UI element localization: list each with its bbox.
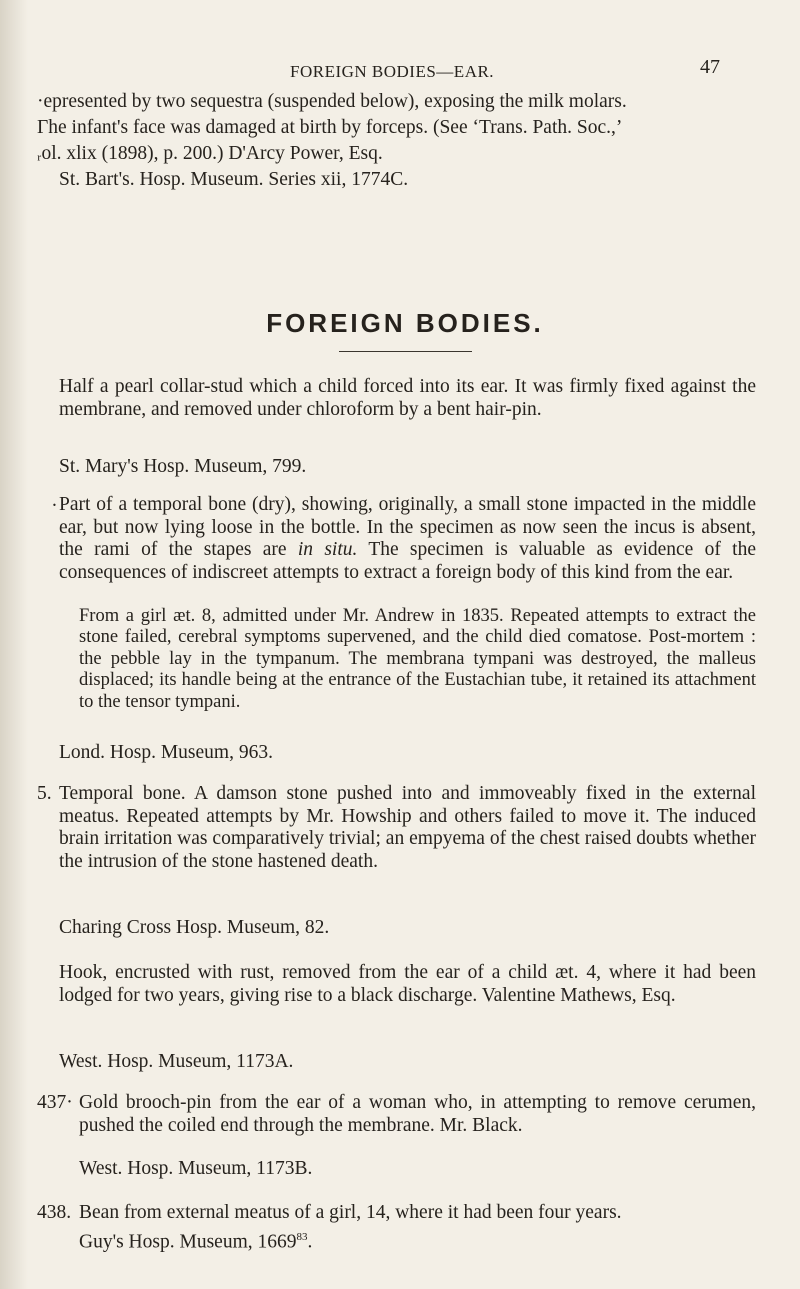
entry-3-text: Temporal bone. A damson stone pushed into and immoveably fixed in the external meatus. Repeated attempts by Mr. Howship and others failed to move it. The induced brain irritation was comparatively trivial; an empyema of the chest raised doubts whether the intrusion of the stone hastened death. [59,783,756,873]
section-heading: FOREIGN BODIES. [266,308,544,338]
intro-line-4: St. Bart's. Hosp. Museum. Series xii, 1774C. [59,169,409,190]
heading-rule [339,351,472,352]
entry-2-text [59,494,756,585]
entry-2-text-a: Part of a temporal bone (dry), showing, originally, a small stone impacted in the middle ear, but now lying loose in the bottle. In the specimen as now seen the incus is absent, the rami of the stapes are [59,494,756,561]
page-number: 47 [700,56,720,78]
entry-5-text: Gold brooch-pin from the ear of a woman who, in attempting to remove cerumen, pushed the coiled end through the membrane. Mr. Black. [79,1092,756,1136]
entry-2-mark: . [52,490,57,511]
entry-1-text: Half a pearl collar-stud which a child forced into its ear. It was firmly fixed against the membrane, and removed under chloroform by a bent hair-pin. [59,376,756,420]
entry-6-text: Bean from external meatus of a girl, 14, where it had been four years. [79,1202,622,1223]
entry-4-source: West. Hosp. Museum, 1173A. [59,1051,294,1072]
entry-6-source-end: . [307,1231,313,1253]
entry-6-source-sup: 83 [296,1231,308,1243]
entry-6-source-main: Guy's Hosp. Museum, 1669 [79,1231,297,1253]
entry-2-case: From a girl æt. 8, admitted under Mr. Andrew in 1835. Repeated attempts to extract the stone failed, cerebral symptoms supervened, and the child died comatose. Post-mortem : the pebble lay in the tympanum. The membrana tympani was destroyed, the malleus displaced; its handle being at the entrance of the Eustachian tube, it retained its attachment to the tensor tympani. [79,606,756,712]
entry-3-number: 5. [37,783,52,804]
entry-3-source: Charing Cross Hosp. Museum, 82. [59,917,330,938]
entry-1-source: St. Mary's Hosp. Museum, 799. [59,456,307,477]
running-head [0,50,800,80]
intro-line-3: ᵣol. xlix (1898), p. 200.) D'Arcy Power, Esq. [37,143,383,164]
entry-5-source: West. Hosp. Museum, 1173B. [79,1158,313,1179]
running-head-title: FOREIGN BODIES—EAR. [290,62,495,81]
entry-6-number: 438. [37,1202,72,1223]
entry-2-text-b: The specimen is valuable as evidence of the consequences of indiscreet attempts to extract a foreign body of this kind from the ear. [59,539,756,584]
entry-6-source [79,1226,312,1254]
entry-4-text: Hook, encrusted with rust, removed from the ear of a child æt. 4, where it had been lodged for two years, giving rise to a black discharge. Valentine Mathews, Esq. [59,962,756,1006]
entry-5-number: 437· [37,1092,73,1113]
page-edge-shadow [0,0,28,1289]
intro-line-2: Гhe infant's face was damaged at birth by forceps. (See ‘Trans. Path. Soc.,’ [37,117,623,138]
intro-line-1: ·epresented by two sequestra (suspended below), exposing the milk molars. [37,91,627,112]
entry-2-italic: in situ. [297,539,358,561]
entry-2-source: Lond. Hosp. Museum, 963. [59,742,273,763]
